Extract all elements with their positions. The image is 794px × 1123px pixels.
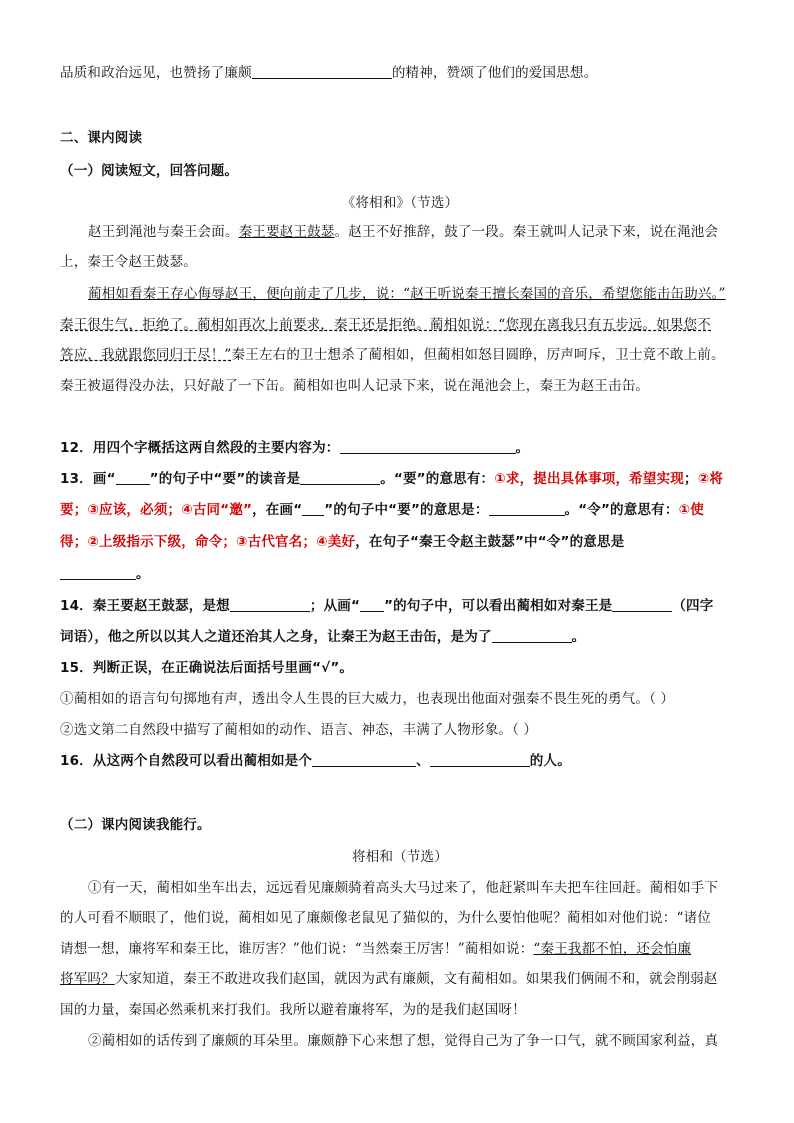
text-segment: 。赵王不好推辞，鼓了一段。秦王就叫人记录下来，说在渑池会 bbox=[334, 224, 719, 240]
answer-blank[interactable] bbox=[492, 628, 572, 643]
answer-blank[interactable] bbox=[302, 501, 324, 516]
answer-blank[interactable] bbox=[300, 470, 380, 485]
answer-blank[interactable] bbox=[230, 597, 310, 612]
answer-blank[interactable] bbox=[60, 565, 136, 580]
question-text: ； bbox=[683, 471, 698, 487]
judgement-item-1[interactable]: ①蔺相如的语言句句掷地有声，透出令人生畏的巨大威力，也表现出他面对强秦不畏生死的勇气。（ ） bbox=[60, 691, 675, 707]
passage3-line bbox=[60, 939, 740, 959]
part-heading-2: （二）课内阅读我能行。 bbox=[60, 817, 211, 833]
definition-text: ②将 bbox=[697, 471, 724, 487]
definition-text: ①使 bbox=[678, 502, 704, 518]
answer-blank[interactable] bbox=[252, 64, 392, 79]
underlined-sentence: 答应，我就跟您同归于尽！” bbox=[60, 347, 232, 363]
question-text: ”的句子中“要”的意思是： bbox=[324, 502, 489, 518]
passage3-line: 国的力量，秦国必然乘机来打我们。我所以避着廉将军，为的是我们赵国呀！ bbox=[60, 1002, 526, 1018]
question-text: 。 bbox=[515, 440, 530, 456]
answer-blank[interactable] bbox=[360, 597, 384, 612]
section-heading: 二、课内阅读 bbox=[60, 130, 143, 146]
passage-title-2: 将相和（节选） bbox=[352, 849, 448, 865]
judgement-item-2[interactable]: ②选文第二自然段中描写了蔺相如的动作、语言、神态，丰满了人物形象。（ ） bbox=[60, 722, 538, 738]
definition-text: ①求，提出具体事项，希望实现 bbox=[494, 471, 684, 487]
question-text: 、 bbox=[416, 753, 430, 769]
question-text: ”的句子中，可以看出蔺相如对秦王是 bbox=[384, 598, 613, 614]
intro-line bbox=[60, 63, 740, 83]
underlined-sentence: 秦王要赵王鼓瑟 bbox=[238, 224, 335, 240]
question-text: （四字 bbox=[672, 598, 714, 614]
question-text: 16．从这两个自然段可以看出蔺相如是个 bbox=[60, 753, 313, 769]
text-segment: 的精神，赞颂了他们的爱国思想。 bbox=[391, 65, 598, 81]
question-13-line bbox=[60, 532, 740, 552]
part-heading-1: （一）阅读短文，回答问题。 bbox=[60, 163, 239, 179]
passage1-line: 上，秦王令赵王鼓瑟。 bbox=[60, 254, 197, 270]
question-text: 13．画“ bbox=[60, 471, 116, 487]
question-text: 。“要”的意思有： bbox=[380, 471, 495, 487]
answer-blank[interactable] bbox=[340, 439, 516, 454]
question-15-head: 15．判断正误，在正确说法后面括号里画“√”。 bbox=[60, 660, 354, 676]
question-text: 。 bbox=[136, 566, 150, 582]
question-text: 的人。 bbox=[529, 753, 571, 769]
text-segment: 大家知道，秦王不敢进攻我们赵国，就因为武有廉颇，文有蔺相如。如果我们俩闹不和，就会削弱赵 bbox=[114, 971, 718, 987]
passage3-line bbox=[60, 969, 740, 989]
text-segment: 秦王左右的卫士想杀了蔺相如，但蔺相如怒目圆睁，厉声呵斥，卫士竟不敢上前。 bbox=[231, 347, 725, 363]
question-12 bbox=[60, 438, 740, 458]
question-16 bbox=[60, 751, 740, 771]
question-text: ，在句子“秦王令赵主鼓瑟”中“令”的意思是 bbox=[355, 534, 625, 550]
text-segment: 请想一想，廉将军和秦王比，谁厉害？”他们说：“当然秦王厉害！”蔺相如说： bbox=[60, 941, 534, 957]
passage4-line: ②蔺相如的话传到了廉颇的耳朵里。廉颇静下心来想了想，觉得自己为了争一口气，就不顾国家利益，真 bbox=[88, 1033, 719, 1049]
question-14-line bbox=[60, 596, 740, 616]
passage2-line bbox=[60, 345, 740, 365]
question-13-line bbox=[60, 564, 740, 584]
question-text: 。“令”的意思有： bbox=[564, 502, 679, 518]
answer-blank[interactable] bbox=[116, 470, 150, 485]
question-text: 词语），他之所以以其人之道还治其人之身，让秦王为赵王击缶，是为了 bbox=[60, 629, 492, 645]
answer-blank[interactable] bbox=[430, 752, 530, 767]
question-13-line bbox=[60, 469, 740, 489]
answer-blank[interactable] bbox=[612, 597, 672, 612]
text-segment: 赵王到渑池与秦王会面。 bbox=[88, 224, 239, 240]
question-text: ；从画“ bbox=[309, 598, 361, 614]
underlined-sentence: “秦王我都不怕，还会怕廉 bbox=[533, 941, 692, 957]
passage3-line: 的人可看不顺眼了，他们说，蔺相如见了廉颇像老鼠见了猫似的，为什么要怕他呢？蔺相如对他们说：“诸位 bbox=[60, 910, 711, 926]
question-13-line bbox=[60, 500, 740, 520]
passage-title-1: 《将相和》（节选） bbox=[341, 195, 459, 211]
question-text: 12．用四个字概括这两自然段的主要内容为： bbox=[60, 440, 340, 456]
passage3-line: ①有一天，蔺相如坐车出去，远远看见廉颇骑着高头大马过来了，他赶紧叫车夫把车往回赶。蔺相如手下 bbox=[88, 880, 719, 896]
text-segment: 品质和政治远见，也赞扬了廉颇 bbox=[60, 65, 252, 81]
question-text: ”的句子中“要”的读音是 bbox=[149, 471, 301, 487]
passage2-line: 秦王被逼得没办法，只好敲了一下缶。蔺相如也叫人记录下来，说在渑池会上，秦王为赵王击缶。 bbox=[60, 378, 650, 394]
definition-text: 要；③应该，必须；④古同“邀” bbox=[60, 502, 253, 518]
passage1-line bbox=[60, 222, 768, 242]
answer-blank[interactable] bbox=[312, 752, 416, 767]
passage2-line: 秦王很生气，拒绝了。蔺相如再次上前要求，秦王还是拒绝。蔺相如说：“您现在离我只有五步远。如果您不 bbox=[60, 317, 712, 333]
question-14-line bbox=[60, 627, 740, 647]
definition-text: 得；②上级指示下级，命令；③古代官名；④美好 bbox=[60, 534, 356, 550]
answer-blank[interactable] bbox=[489, 501, 565, 516]
passage2-line: 蔺相如看秦王存心侮辱赵王，便向前走了几步，说：“赵王听说秦王擅长秦国的音乐，希望您能击缶助兴。” bbox=[88, 286, 726, 302]
question-text: ，在画“ bbox=[252, 502, 303, 518]
question-text: 14．秦王要赵王鼓瑟，是想 bbox=[60, 598, 230, 614]
question-text: 。 bbox=[571, 629, 586, 645]
underlined-sentence: 将军吗？ bbox=[60, 971, 115, 987]
